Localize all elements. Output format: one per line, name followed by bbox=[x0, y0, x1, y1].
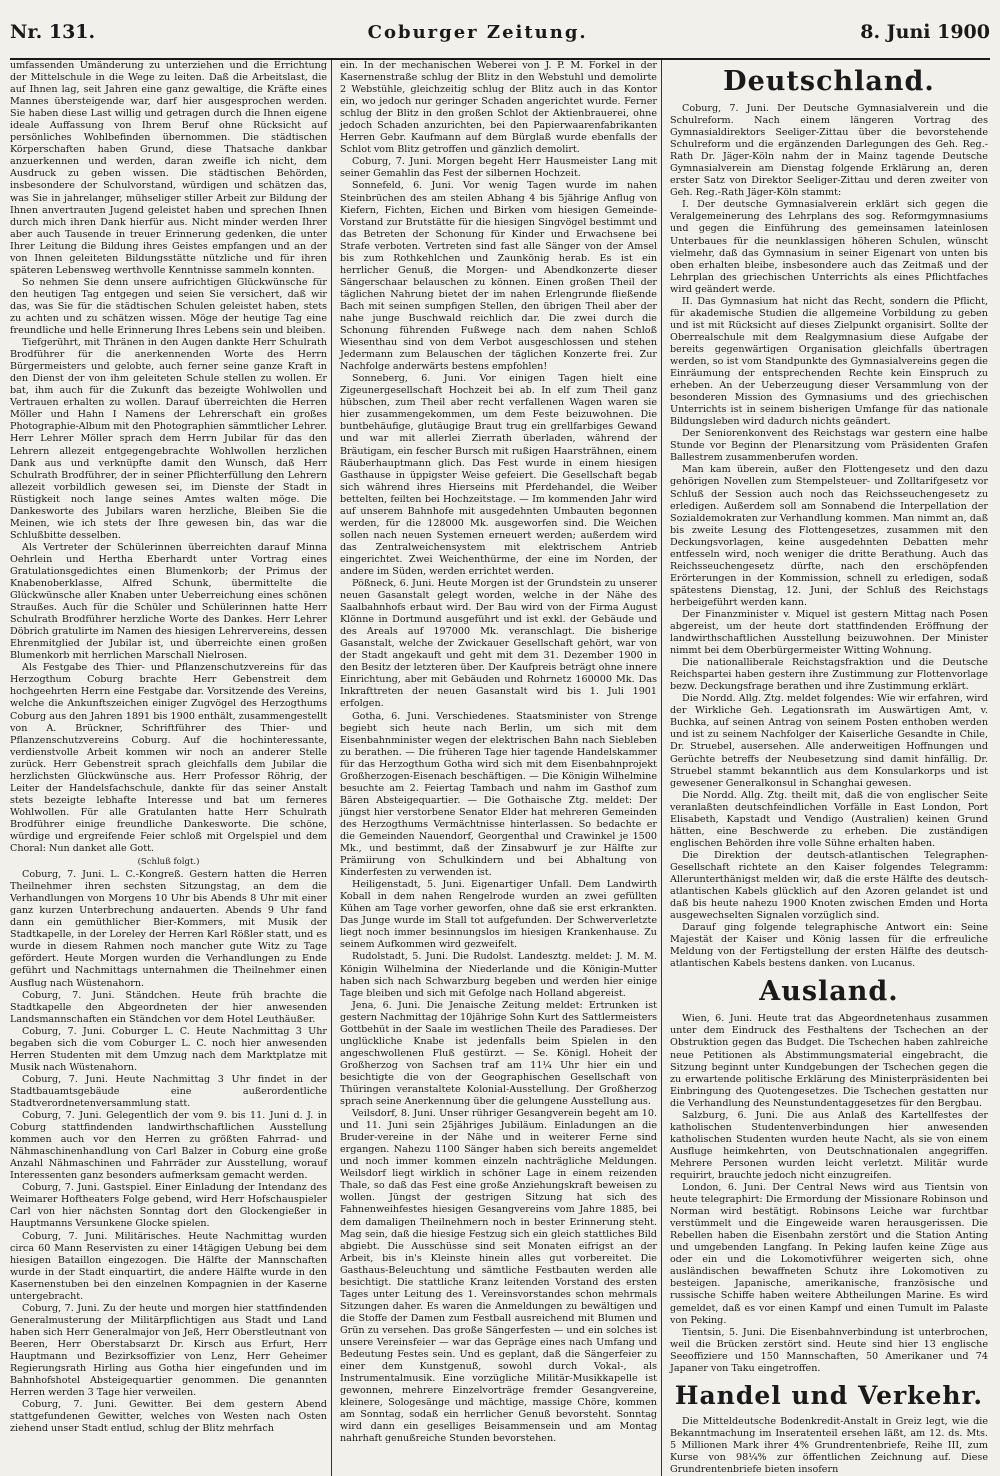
news-item: Tientsin, 5. Juni. Die Eisenbahnverbindung ist unterbrochen, weil die Brücken zerstört sind. Heute sind hier 13 englische Seeoffiziere und 150 Mannschaften, 50 Amerikaner und 74 Japaner von Taku eingetroffen. bbox=[670, 1326, 988, 1374]
news-item: Die Nordd. Allg. Ztg. meldet folgendes: Wie wir erfahren, wird der Wirkliche Geh. Legationsrath im Auswärtigen Amt, v. Buchka, auf seinen Antrag von seinem Posten enthoben werden und ist zu seinem Nachfolger der Kaiserliche Gesandte in Chile, Dr. Struebel, ausersehen. Alle anderweitigen Hoffnungen und Gerüchte betreffs der Neubesetzung sind damit hinfällig. Dr. Struebel stammt bekanntlich aus dem Konsularkorps und ist gewesener Generalkonsul in Schanghai gewesen. bbox=[670, 693, 988, 789]
news-item: Coburg, 7. Juni. Gastspiel. Einer Einladung der Intendanz des Weimarer Hoftheaters Folge gebend, wird Herr Hofschauspieler Carl von hier nächsten Sonntag dort den Glockengießer in Hauptmanns Versunkene Glocke spielen. bbox=[10, 1182, 327, 1230]
news-item: II. Das Gymnasium hat nicht das Recht, sondern die Pflicht, für akademische Studien die allgemeine Vorbildung zu geben und ist mit Rücksicht auf dieses Zielpunkt organisirt. Sollte der Oberrealschule mit dem Realgymnasium diese Aufgabe der bereits gegenwärtigen Organisation gleichfalls übertragen werden, so ist vom Standpunkte des Gymnasialvereins gegen die Einräumung der entsprechenden Rechte kein Einspruch zu erheben. An der Ueberzeugung dieser Versammlung von der besonderen Mission des Gymnasiums und des griechischen Unterrichts ist in seinem bisherigen Umfange für das nationale Bildungsleben wird dadurch nichts geändert. bbox=[670, 295, 988, 428]
news-item: Coburg, 7. Juni. Morgen begeht Herr Hausmeister Lang mit seiner Gemahlin das Fest der silbernen Hochzeit. bbox=[340, 156, 657, 180]
section-heading-trade: Handel und Verkehr. bbox=[674, 1380, 984, 1410]
news-item: Coburg, 7. Juni. Gelegentlich der vom 9. bis 11. Juni d. J. in Coburg stattfindenden landwirthschaftlichen Ausstellung kommen auch vor den Herren zu größten Fahrrad- und Nähmaschinenhandlung von Carl Balzer in Coburg eine große Anzahl Nähmaschinen und Fahrräder zur Ausstellung, worauf Interessenten ganz besonders aufmerksam gemacht werden. bbox=[10, 1110, 327, 1182]
news-item: Coburg, 7. Juni. Heute Nachmittag 3 Uhr findet in der Stadtbauamtsgebäude eine außerordentliche Stadtverordnetenversammlung statt. bbox=[10, 1073, 327, 1109]
news-item: Darauf ging folgende telegraphische Antwort ein: Seine Majestät der Kaiser und König lassen für die erfreuliche Meldung von der Fertigstellung der ersten Hälfte des deutsch-atlantischen Kabels bestens danken. von Lucanus. bbox=[670, 922, 988, 970]
news-item: Man kam überein, außer den Flottengesetz und den dazu gehörigen Novellen zum Stempelsteuer- und Zolltarifgesetz vor Schluß der Session auch noch das Reichsseuchengesetz zu erledigen. Außerdem soll am Sonnabend die Interpellation der Sozialdemokraten zur Verhandlung kommen. Man nimmt an, daß bis zweite Lesung des Flottengesetzes, zusammen mit den Deckungsvorlagen, keine ausgedehnten Debatten mehr entfesseln wird, noch weniger die dritte Berathung. Auch das Reichsseuchengesetz dürfte, nach den erschöpfenden Erörterungen in der Kommission, schnell zu erledigen, sodaß spätestens Dienstag, 12. Juni, der Schluß des Reichstags herbeigeführt werden kann. bbox=[670, 464, 988, 608]
news-item: Der Seniorenkonvent des Reichstags war gestern eine halbe Stunde vor Beginn der Plenarsitzung vom Präsidenten Grafen Ballestrem zusammenberufen worden. bbox=[670, 428, 988, 464]
column-1 bbox=[10, 60, 332, 1476]
news-item: Salzburg, 6. Juni. Die aus Anlaß des Kartellfestes der katholischen Studentenverbindungen hier anwesenden katholischen Studenten wurden heute Nacht, als sie von einem Ausfluge heimkehrten, von Deutschnationalen angegriffen. Mehrere Personen wurden leicht verletzt. Militär wurde requirirt, brauchte jedoch nicht einzugreifen. bbox=[670, 1109, 988, 1181]
news-item: Veilsdorf, 8. Juni. Unser rühriger Gesangverein begeht am 10. und 11. Juni sein 25jähriges Jubiläum. Einladungen an die Bruder-vereine in der Nähe und in weiterer Ferne sind ergangen. Nahezu 1100 Sänger haben sich bereits angemeldet und noch immer kommen einzeln nachträgliche Meldungen. Weilsdorf liegt wirklich in schöner Lage in einem reizenden Thale, so daß das Fest eine große Anziehungskraft beweisen zu wollen. Jüngst der gestrigen Sitzung hat sich des Fahnenweihfestes hiesigen Gesangvereins vom Jahre 1885, bei dem damaligen Theilnehmern noch in bester Erinnerung steht. Mag sein, daß die hiesige Festzug sich ein gleich stattliches Bild abgiebt. Die Ausschüsse sind seit Monaten eifrigst an der Arbeit, bis in's Kleinste hinein alles gut vorbereitet. Die Gasthaus-Beleuchtung und sämtliche Festbauten werden alle besichtigt. Die stattliche Kranz leitenden Vorstand des ersten Tages unter Leitung des 1. Vereinsvorstandes schon mehrmals Sitzungen daher. Es waren die Anmeldungen zu bewältigen und die Stoffe der Damen zum Festball ausreichend mit Blumen und Grün zu versehen. Das große Sängerfesten — und ein solches ist unsere Vereinsfeier — war das Gepräge eines nach Umfang und Bedeutung Festes sein. Und es geplant, daß die Sängerfeier zu einer dem Kunstgenuß, sowohl durch Vokal-, als Instrumentalmusik. Eine vorzügliche Militär-Musikkapelle ist gewonnen, mehrere Einzelvorträge fremder Gesangvereine, kleinere, Sologesänge und mächtige, massige Chöre, kommen am Sonntag, sodaß ein herrlicher Genuß bevorsteht. Sonntag wird dann ein geselliges Beisammensein und am Montag nahrhaft genußreiche Stunden bevorstehen. bbox=[340, 1108, 657, 1445]
news-item: Sonneberg, 6. Juni. Vor einigen Tagen hielt eine Zigeunergesellschaft Hochzeit bei ab. In elf zum Theil ganz hübschen, zum Theil aber recht verfallenen Wagen waren sie hier zusammengekommen, um dem Feste beizuwohnen. Die buntbehäufige, glutäugige Braut trug ein grellfarbiges Gewand und war mit allerlei Zierrath überladen, während der Bräutigam, ein fescher Bursch mit rußigen Haarsträhnen, einem Räuberhauptmann glich. Das Fest wurde in einem hiesigen Gasthause in üppigster Weise gefeiert. Die Gesellschaft begab sich während ihres Hierseins mit Pferdehandel, die Weiber bettelten, feilten bei Hochzeitstage. — Im kommenden Jahr wird auf unserem Bahnhofe mit ausgedehnten Umbauten begonnen werden, für die 128000 Mk. ausgeworfen sind. Die Weichen sollen nach neuen Systemen erneuert werden; außerdem wird das Zentralweichensystem mit elektrischem Antrieb eingerichtet. Zwei Weichenthürme, der eine im Norden, der andere im Süden, werden errichtet werden. bbox=[340, 373, 657, 577]
news-item: Heiligenstadt, 5. Juni. Eigenartiger Unfall. Dem Landwirth Koball in dem nahen Rengelrode wurden an zwei gefüllten Kühen am Tage vorher geworfen, ohne daß sie erst erkrankten. Das Junge wurde im Stall tot aufgefunden. Der Schwerverletzte liegt noch immer besinnungslos im hiesigen Krankenhause. Zu seinem Aufkommen wird gezweifelt. bbox=[340, 879, 657, 951]
news-item: Rudolstadt, 5. Juni. Die Rudolst. Landesztg. meldet: J. M. M. Königin Wilhelmina der Niederlande und die Königin-Mutter haben sich nach Schwarzburg begeben und werden hier einige Tage bleiben und sich mit Gefolge nach Holland abgereist. bbox=[340, 951, 657, 999]
news-item: I. Der deutsche Gymnasialverein erklärt sich gegen die Veralgemeinerung des Lehrplans des sog. Reformgymnasiums und gegen die Einführung des gemeinsamen lateinlosen Unterbaues für die neunklassigen höheren Schulen, wünscht vielmehr, daß das Gymnasium in seiner Eigenart von unten bis oben erhalten bleibe, insbesondere auch das Zeitmaß und der Lehrplan des griechischen Unterrichts als eines Pflichtfaches wird geändert werde. bbox=[670, 199, 988, 295]
news-item: Coburg, 7. Juni. Gewitter. Bei dem gestern Abend stattgefundenen Gewitter, welches von Westen nach Osten ziehend unser Stadt entlud, schlug der Blitz mehrfach bbox=[10, 1399, 327, 1435]
continuation-note: (Schluß folgt.) bbox=[137, 857, 200, 868]
news-item: Die Direktion der deutsch-atlantischen Telegraphen-Gesellschaft richtete an den Kaiser folgendes Telegramm: Allerunterthänigst melden wir, daß die erste Hälfte des deutsch-atlantischen Kabels glücklich auf den Azoren gelandet ist und daß bis heute nahezu 1900 Knoten zwischen Emden und Horta ausgewechselten Signalen vorzüglich sind. bbox=[670, 849, 988, 922]
newspaper-title: Coburger Zeitung. bbox=[367, 21, 588, 43]
news-item: Coburg, 7. Juni. Zu der heute und morgen hier stattfindenden Generalmusterung der Militärpflichtigen aus Stadt und Land haben sich Herr Generalmajor von Jeß, Herr Oberstleutnant von Beeren, Herr Oberstabsarzt Dr. Kirsch aus Erfurt, Herr Hauptmann und Bezirksoffizier von Lenz, Herr Geheimer Regierungsrath Hirling aus Gotha hier eingefunden und im Bahnhofshotel Absteigequartier genommen. Die genannten Herren werden 3 Tage hier verweilen. bbox=[10, 1302, 327, 1399]
article-paragraph: Tiefgerührt, mit Thränen in den Augen dankte Herr Schulrath Brodführer für die anerkennenden Worte des Herrn Bürgermeisters und gelobte, auch ferner seine ganze Kraft in den Dienst der von ihm geleiteten Schule stellen zu wollen. Er bat, ihm auch für die Zukunft das bezeigte Wohlwollen und Vertrauen erhalten zu wollen. Darauf überreichten die Herren Möller und Hahn I Namens der Lehrerschaft ein großes Photographie-Album mit den Photographien sämmtlicher Lehrer. Herr Lehrer Möller sprach dem Herrn Jubilar für das den Lehrern allezeit entgegengebrachte Wohlwollen herzlichen Dank aus und verknüpfte damit den Wunsch, daß Herr Schulrath Brodführer, der in seiner Pflichterfüllung den Lehrern allezeit vorbildlich gewesen sei, im Dienste der Stadt in Rüstigkeit noch lange seines Amtes walten möge. Die Dankesworte des Jubilars waren herzliche, Bleiben Sie die Meinen, wie ich stets der Ihre gewesen bin, das war die Schlußbitte desselben. bbox=[10, 337, 327, 541]
issue-number: Nr. 131. bbox=[10, 21, 96, 43]
article-paragraph: Als Vertreter der Schülerinnen überreichten darauf Minna Oehrlein und Hertha Eberhardt unter Vortrag eines Gratulationsgedichtes einen Blumenkorb; der Primus der Knabenoberklasse, Alfred Schunk, übermittelte die Glückwünsche aller Knaben unter Ueberreichung eines schönen Straußes. Auch für die Schüler und Schülerinnen hatte Herr Schulrath Brodführer herzliche Worte des Dankes. Herr Lehrer Döbrich gratulirte im Namen des hiesigen Lehrervereins, dessen Ehrenmitglied der Jubilar ist, und überreichte einen großen Blumenkorb mit herrlichen Marschall Nielrosen. bbox=[10, 541, 327, 662]
news-item: Coburg, 7. Juni. Der Deutsche Gymnasialverein und die Schulreform. Nach einem längeren Vortrag des Gymnasialdirektors Seeliger-Zittau über die bevorstehende Schulreform und die ergänzenden Darlegungen des Geh. Reg.-Rath Dr. Jäger-Köln nahm der in Mainz tagende Deutsche Gymnasialverein am Dienstag folgende Erklärung an, deren erster Satz von Direktor Seeliger-Zittau und deren zweiter von Geh. Reg.-Rath Jäger-Köln stammt: bbox=[670, 103, 988, 199]
issue-date: 8. Juni 1900 bbox=[860, 21, 990, 43]
news-item: Coburg, 7. Juni. Militärisches. Heute Nachmittag wurden circa 60 Mann Reservisten zu einer 14tägigen Uebung bei dem hiesigen Bataillon eingezogen. Die Hälfte der Mannschaften wurde in der Stadt einquartirt, die andere Hälfte wurde in den Kasernenstuben bei den einzelnen Kompagnien in der Kaserne untergebracht. bbox=[10, 1230, 327, 1302]
news-item: Die Mitteldeutsche Bodenkredit-Anstalt in Greiz legt, wie die Bekanntmachung im Inseratenteil ersehen läßt, am 12. ds. Mts. 5 Millionen Mark ihrer 4% Grundrentenbriefe, Reihe III, zum Kurse von 98¼% zur öffentlichen Zeichnung auf. Diese Grundrentenbriefe bieten insofern bbox=[670, 1415, 988, 1475]
news-item: Jena, 6. Juni. Die Jenaische Zeitung meldet: Ertrunken ist gestern Nachmittag der 10jährige Sohn Kurt des Sattlermeisters Gottbehüt in der Saale im westlichen Theile des Paradieses. Der unglückliche Knabe ist jedenfalls beim Spielen in den angeschwollenen Fluß gestürzt. — Se. Königl. Hoheit der Großherzog von Sachsen traf am 11¼ Uhr hier ein und besichtigte die von der Geographischen Gesellschaft von Thüringen veranstaltete Kolonial-Ausstellung. Der Großherzog sprach seine Anerkennung über die gelungene Ausstellung aus. bbox=[340, 999, 657, 1108]
article-paragraph: Als Festgabe des Thier- und Pflanzenschutzvereins für das Herzogthum Coburg brachte Herr Gebenstreit dem hochgeehrten Herrn eine Festgabe dar. Vorsitzende des Vereins, welche die Ankunftszeichen einiger Zugvögel des Herzogthums Coburg aus den Jahren 1891 bis 1900 enthält, zusammengestellt von A. Brückner, Schriftführer des Thier- und Pflanzenschutzvereins Coburg. Auf die hochinteressante, verdienstvolle Arbeit kommen wir noch an anderer Stelle zurück. Herr Gebenstreit sprach gleichfalls dem Jubilar die herzlichsten Glückwünsche aus. Herr Professor Röhrig, der Leiter der Handelsfachschule, dankte für das seiner Anstalt stets bezeigte lebhafte Interesse und bat um ferneres Wohlwollen. Für alle Gratulanten hatte Herr Schulrath Brodführer einige freundliche Dankesworte. Die schöne, würdige und ergreifende Feier schloß mit Orgelspiel und dem Choral: Nun danket alle Gott. bbox=[10, 662, 327, 855]
news-item: Coburg, 7. Juni. L. C.-Kongreß. Gestern hatten die Herren Theilnehmer ihren sechsten Sitzungstag, an dem die Verhandlungen von Morgens 10 Uhr bis Abends 8 Uhr mit einer ganz kurzen Unterbrechung andauerten. Abends 9 Uhr fand dann ein gemüthlicher Bier-Kommers, mit Musik der Stadtkapelle, in der Loreley der Herren Karl Rößler statt, und es wurde in diesem Rahmen noch mancher gute Witz zu Tage gefördert. Heute Morgen wurden die Verhandlungen zu Ende geführt und Nachmittags unternahmen die Theilnehmer einen Ausflug nach Wüstenahorn. bbox=[10, 869, 327, 989]
columns bbox=[10, 60, 990, 1475]
news-item: Sonnefeld, 6. Juni. Vor wenig Tagen wurde im nahen Steinbrüchen des am steilen Abhang 4 bis 5jährige Anflug von Kiefern, Fichten, Eichen und Birken vom hiesigen Gemeinde-Vorstand zur Brutstätte für die hiesigen Singvögel bestimmt und das Betreten der Schonung für Kinder und Erwachsene bei Strafe verboten. Vertreten sind fast alle Sänger von der Amsel bis zum Rothkehlchen und Zaunkönig herab. Es ist ein herrlicher Genuß, die Morgen- und Abendkonzerte dieser Sängerschaar belauschen zu können. Einen großen Theil der täglichen Nahrung bietet der im nahen Erlengrunde fließende Bach mit seinen sumpfigen Stellen, den übrigen Theil aber der nahe junge Buschwald reichlich dar. Die zwei durch die Schonung führenden Fußwege nach dem nahen Schloß Wiesenthau sind von dem Verbot ausgeschlossen und stehen Jedermann zum Belauschen der täglichen Konzerte frei. Zur Nachfolge anderwärts bestens empfohlen! bbox=[340, 180, 657, 373]
news-item: Wien, 6. Juni. Heute trat das Abgeordnetenhaus zusammen unter dem Eindruck des Festhaltens der Tschechen an der Obstruktion gegen das Budget. Die Tschechen haben zahlreiche neue Petitionen als Abstimmungsmaterial eingebracht, die Sitzung beginnt unter Kundgebungen der Tschechen gegen die zu erwartende politische Erklärung des Ministerpräsidenten bei Einbringung des Quotengesetzes. Die Tschechen gestatten nur die Verhandlung des Neunstundentaggesetzes für den Bergbau. bbox=[670, 1013, 988, 1109]
news-item: Coburg, 7. Juni. Ständchen. Heute früh brachte die Stadtkapelle den Abgeordneten der hier anwesenden Landsmannschaften ein Ständchen vor dem Hotel Leuthäußer. bbox=[10, 989, 327, 1025]
column-3 bbox=[670, 60, 992, 1476]
news-item: ein. In der mechanischen Weberei von J. P. M. Forkel in der Kasernenstraße schlug der Blitz in den Webstuhl und demolirte 2 Webstühle, gleichzeitig schlug der Blitz auch in das Kontor ein, wo jedoch nur geringer Schaden angerichtet wurde. Ferner schlug der Blitz in den großen Schlot der Aktienbrauerei, ohne jedoch Schaden anzurichten, bei den Papierwaarenfabrikanten Herren Gebr. Kaufmann auf dem Bürglaß wurde ebenfalls der Schlot vom Blitz getroffen und gänzlich demolirt. bbox=[340, 60, 657, 156]
news-item: Gotha, 6. Juni. Verschiedenes. Staatsminister von Strenge begiebt sich heute nach Berlin, um sich mit dem Eisenbahnminister wegen der elektrischen Bahn nach Siebleben zu berathen. — Die früheren Tage hier tagende Handelskammer für das Herzogthum Gotha wird sich mit dem Eisenbahnprojekt Großherzogen-Eisenach beschäftigen. — Die Königin Wilhelmine besuchte am 2. Feiertag Tambach und nahm im Gasthof zum Bären Absteigequartier. — Die Gothaische Ztg. meldet: Der jüngst hier verstorbene Senator Elder hat mehreren Gemeinden des Herzogthums Vermächtnisse hinterlassen. So bedachte er die Gemeinden Nauendorf, Georgenthal und Crawinkel je 1500 Mk., und bestimmt, daß der Zinsabwurf je zur Hälfte zur Prämiirung von Schulkindern und bei Abhaltung von Kinderfesten zu verwenden ist. bbox=[340, 710, 657, 879]
news-item: Coburg, 7. Juni. Coburger L. C. Heute Nachmittag 3 Uhr begaben sich die vom Coburger L. C. noch hier anwesenden Herren Studenten mit dem Umzug nach dem Marktplatze mit Musik nach Wüstenahorn. bbox=[10, 1025, 327, 1073]
news-item: Pößneck, 6. Juni. Heute Morgen ist der Grundstein zu unserer neuen Gasanstalt gelegt worden, welche in der Nähe des Saalbahnhofs erbaut wird. Der Bau wird von der Firma August Klönne in Dortmund ausgeführt und ist exkl. der Gebäude und des Areals auf 197000 Mk. veranschlagt. Die bisherige Gasanstalt, welche der Zwickauer Gesellschaft gehört, war von der Stadt angekauft und geht mit dem 31. Dezember 1900 in den Besitz der letzteren über. Der Kaufpreis beträgt ohne innere Einrichtung, aber mit Gebäuden und Rohrnetz 160000 Mk. Das Inkrafttreten der neuen Gasanstalt wird bis 1. Juli 1901 erfolgen. bbox=[340, 578, 657, 710]
masthead bbox=[10, 6, 990, 60]
news-item: London, 6. Juni. Der Central News wird aus Tientsin von heute telegraphirt: Die Ermordung der Missionare Robinson und Norman wird bestätigt. Robinsons Leiche war furchtbar verstümmelt und die Eingeweide waren herausgerissen. Die Rebellen haben die Eisenbahn zerstört und die Station Anting und umgebenden Langfang. In Peking laufen keine Züge aus oder ein und die Lokomotivführer weigerten sich, ohne ausländischen bewaffneten Schutz ihre Lokomotiven zu besteigen. Japanische, amerikanische, französische und russische Schiffe haben weitere Abtheilungen Marine. Es wird gemeldet, daß es vor einen Kampf und einen Tumult im Palaste von Peking. bbox=[670, 1182, 988, 1326]
news-item: Die Nordd. Allg. Ztg. theilt mit, daß die von englischer Seite veranlaßten deutschfeindlichen Vorfälle in East London, Port Elisabeth, Kapstadt und Vendigo (Australien) keinen Grund hätten, eine Beschwerde zu erheben. Die zuständigen englischen Behörden ihre volle Sühne erhalten haben. bbox=[670, 789, 988, 849]
section-heading-germany: Deutschland. bbox=[723, 66, 935, 97]
news-item: Der Finanzminister v. Miquel ist gestern Mittag nach Posen abgereist, um der heute dort stattfindenden Eröffnung der landwirthschaftlichen Ausstellung beizuwohnen. Der Minister nimmt bei dem Oberbürgermeister Witting Wohnung. bbox=[670, 608, 988, 657]
article-paragraph: umfassenden Umänderung zu unterziehen und die Errichtung der Mittelschule in die Wege zu leiten. Daß die Arbeitslast, die auf Ihnen lag, seit Jahren eine ganz gewaltige, die Kräfte eines Mannes übersteigende war, darf hier ausgesprochen werden. Sie haben diese Last willig und getragen durch die Ihnen eigene ideale Auffassung von Ihrem Beruf ohne Rücksicht auf persönliches Wohlbefinden übernommen. Die städtischen Körperschaften haben Grund, diese Thatsache dankbar anzuerkennen und werden, daran zweifle ich nicht, dem Ausdruck zu geben wissen. Die städtischen Behörden, insbesondere der Schulvorstand, würdigen und schätzen das, was Sie in jahrelanger, mühseliger stiller Arbeit zur Bildung der Ihnen anvertrauten Jugend geleistet haben und sprechen Ihnen durch mich ihren Dank hierfür aus. Nicht minder werden Ihrer aber auch Tausende in treuer Erinnerung gedenken, die unter Ihrer Leitung die Bildung ihres Geistes empfangen und an der von Ihnen geleiteten Bildungsstätte nützliche und für ihren späteren Lebensweg werthvolle Kenntnisse sammeln konnten. bbox=[10, 60, 327, 276]
section-heading-abroad: Ausland. bbox=[759, 976, 899, 1008]
article-paragraph: So nehmen Sie denn unsere aufrichtigen Glückwünsche für den heutigen Tag entgegen und seien Sie versichert, daß wir das, was Sie für die städtischen Schulen geleistet haben, stets zu achten und zu schätzen wissen. Möge der heutige Tag eine freundliche und helle Erinnerung Ihres Lebens sein und bleiben. bbox=[10, 276, 327, 337]
news-item: Die nationalliberale Reichstagsfraktion und die Deutsche Reichspartei haben gestern ihre Zustimmung zur Flottenvorlage bezw. Deckungsfrage berathen und ihre Zustimmung erklärt. bbox=[670, 657, 988, 693]
column-2 bbox=[340, 60, 662, 1476]
